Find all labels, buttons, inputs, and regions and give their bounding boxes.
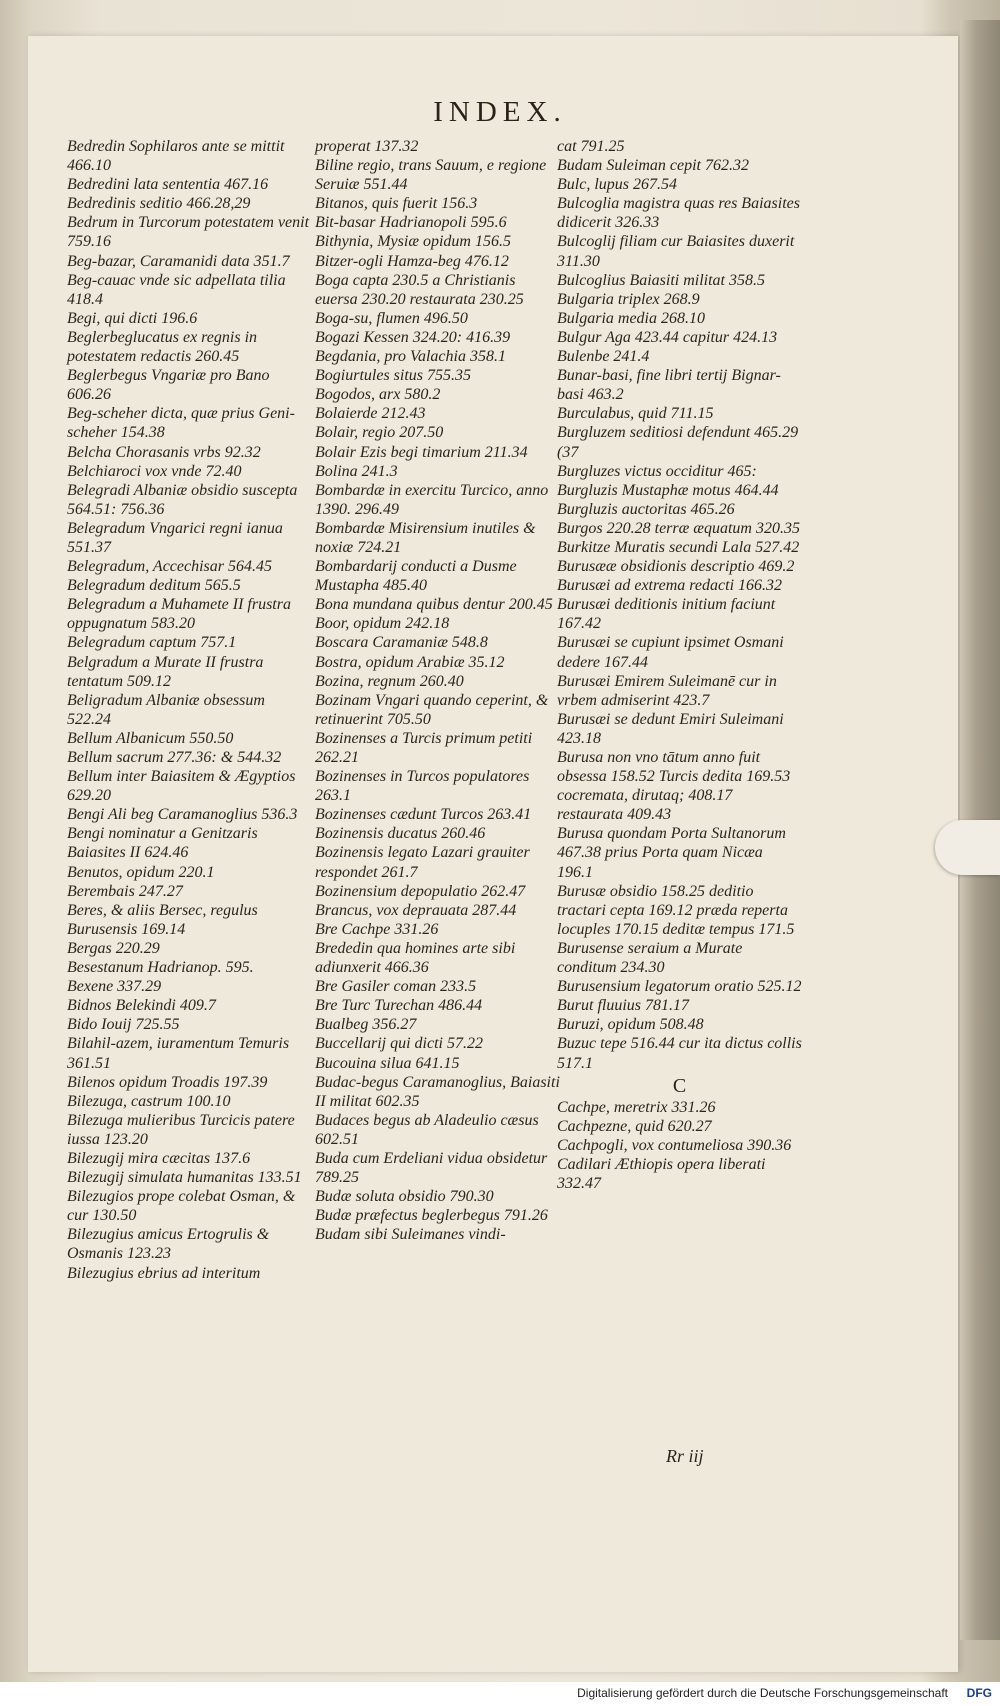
- index-entry: Bergas 220.29: [67, 939, 160, 957]
- index-entry: Bozinensis legato Lazari grauiter respondet 261.7: [315, 844, 530, 881]
- index-entry: Bogodos, arx 580.2: [315, 386, 441, 404]
- index-entry: Bidnos Belekindi 409.7: [67, 997, 216, 1015]
- index-entry: Beg-bazar, Caramanidi data 351.7: [67, 252, 290, 270]
- index-entry: Bitzer-ogli Hamza-beg 476.12: [315, 252, 509, 270]
- index-entry: Bengi nominatur a Genitzaris Baiasites II 624.46: [67, 825, 258, 862]
- index-entry: Burgluzis Mustaphæ motus 464.44: [557, 481, 779, 499]
- index-entry: Belegradi Albaniæ obsidio suscepta 564.51: 756.36: [67, 481, 298, 518]
- index-entry: Bona mundana quibus dentur 200.45: [315, 596, 553, 614]
- index-entry: Bozinam Vngari quando ceperint, & retinuerint 705.50: [315, 691, 549, 728]
- page-title: INDEX.: [433, 96, 567, 128]
- index-entry: Bozinenses in Turcos populatores 263.1: [315, 768, 530, 805]
- index-entry: Bulcoglius Baiasiti militat 358.5: [557, 271, 765, 289]
- index-entry: Bengi Ali beg Caramanoglius 536.3: [67, 806, 298, 824]
- index-entry: Bolair, regio 207.50: [315, 424, 444, 442]
- index-entry: Bombardæ in exercitu Turcico, anno 1390. 296.49: [315, 481, 549, 518]
- index-entry: Burusense seraium a Murate conditum 234.30: [557, 939, 743, 977]
- index-entry: Belegradum captum 757.1: [67, 634, 237, 652]
- index-entry: Buccellarij qui dicti 57.22: [315, 1035, 483, 1053]
- index-entry: Burgos 220.28 terræ æquatum 320.35: [557, 519, 800, 537]
- index-entry: Benutos, opidum 220.1: [67, 863, 215, 881]
- index-entry: Burculabus, quid 711.15: [557, 405, 714, 423]
- index-entry: Besestanum Hadrianop. 595.: [67, 959, 254, 977]
- index-column-1: [67, 137, 312, 1283]
- index-entry: Bozina, regnum 260.40: [315, 672, 464, 690]
- index-entry: Bexene 337.29: [67, 978, 162, 996]
- index-entry: Bilahil-azem, iuramentum Temuris 361.51: [67, 1035, 290, 1072]
- index-entry: Bunar-basi, fine libri tertij Bignar-basi 463.2: [557, 367, 781, 404]
- index-entry: Cachpogli, vox contumeliosa 390.36: [557, 1136, 792, 1154]
- index-entry: Bitanos, quis fuerit 156.3: [315, 195, 478, 213]
- index-entry: Begi, qui dicti 196.6: [67, 309, 198, 327]
- letter-heading: C: [672, 1074, 687, 1097]
- index-entry: Budac-begus Caramanoglius, Baiasiti II militat 602.35: [315, 1073, 560, 1110]
- index-entry: Budam sibi Suleimanes vindi-: [315, 1226, 506, 1244]
- index-entry: Boga-su, flumen 496.50: [315, 309, 468, 327]
- index-entry: Bilezuga mulieribus Turcicis patere iussa 123.20: [67, 1111, 295, 1148]
- index-entry: Belchiaroci vox vnde 72.40: [67, 462, 242, 480]
- signature-mark: Rr iij: [666, 1446, 704, 1466]
- index-entry: Belegradum, Accechisar 564.45: [67, 558, 272, 576]
- index-entry: Burusæi ad extrema redacti 166.32: [557, 577, 783, 595]
- index-entry: Bilezuga, castrum 100.10: [67, 1092, 231, 1110]
- index-entry: Burusææ obsidionis descriptio 469.2: [557, 558, 795, 576]
- index-entry: Burgluzes victus occiditur 465:: [557, 462, 757, 480]
- index-entry: Bilezugij simulata humanitas 133.51: [67, 1169, 302, 1187]
- index-entry: Budam Suleiman cepit 762.32: [557, 157, 749, 175]
- index-entry: Boga capta 230.5 a Christianis euersa 230.20 restaurata 230.25: [315, 271, 524, 308]
- index-entry: Belegradum a Muhamete II frustra oppugnatum 583.20: [67, 596, 291, 633]
- index-entry: Bucouina silua 641.15: [315, 1054, 460, 1072]
- index-entry: Bostra, opidum Arabiæ 35.12: [315, 653, 505, 671]
- index-entry: Bulenbe 241.4: [557, 348, 650, 366]
- index-entry: Burgluzis auctoritas 465.26: [557, 500, 735, 518]
- index-entry: Bilezugius ebrius ad interitum: [67, 1264, 261, 1282]
- index-entry: Belgradum a Murate II frustra tentatum 509.12: [67, 653, 264, 690]
- index-entry: Burusæi se cupiunt ipsimet Osmani dedere 167.44: [557, 634, 784, 671]
- index-entry: Bombardæ Misirensium inutiles & noxiæ 724.21: [315, 519, 536, 556]
- index-entry: Burusa quondam Porta Sultanorum 467.38 prius Porta quam Nicæa 196.1: [557, 825, 786, 881]
- index-entry: Biline regio, trans Sauum, e regione Seruiæ 551.44: [315, 157, 547, 194]
- index-entry: cat 791.25: [557, 138, 625, 155]
- index-entry: Bilezugius amicus Ertogrulis & Osmanis 123.23: [67, 1226, 270, 1263]
- index-entry: Bulgaria triplex 268.9: [557, 290, 700, 308]
- index-entry: Bolair Ezis begi timarium 211.34: [315, 443, 528, 461]
- index-entry: Brancus, vox deprauata 287.44: [315, 901, 517, 919]
- index-entry: Cachpe, meretrix 331.26: [557, 1098, 716, 1116]
- index-entry: Budæ præfectus beglerbegus 791.26: [315, 1207, 548, 1225]
- index-entry: Beligradum Albaniæ obsessum 522.24: [67, 691, 265, 728]
- index-entry: Burgluzem seditiosi defendunt 465.29 (37: [557, 424, 799, 461]
- index-entry: Budaces begus ab Aladeulio cæsus 602.51: [315, 1111, 539, 1148]
- index-entry: Cadilari Æthiopis opera liberati 332.47: [557, 1155, 766, 1193]
- index-entry: Bombardarij conducti a Dusme Mustapha 485.40: [315, 558, 517, 595]
- index-entry: Beres, & aliis Bersec, regulus Burusensis 169.14: [67, 901, 258, 938]
- index-entry: Bido Iouij 725.55: [67, 1016, 180, 1034]
- index-entry: Bithynia, Mysiæ opidum 156.5: [315, 233, 511, 251]
- index-entry: Begdania, pro Valachia 358.1: [315, 348, 506, 366]
- index-entry: Bogiurtules situs 755.35: [315, 367, 472, 385]
- digitization-footer: [0, 1682, 1000, 1706]
- index-entry: Bellum Albanicum 550.50: [67, 729, 234, 747]
- index-entry: Bogazi Kessen 324.20: 416.39: [315, 328, 511, 346]
- index-column-2: [315, 137, 560, 1244]
- index-entry: Bulcoglia magistra quas res Baiasites didicerit 326.33: [557, 195, 800, 232]
- index-entry: Buruzi, opidum 508.48: [557, 1016, 704, 1034]
- index-entry: Burusæi deditionis initium faciunt 167.42: [557, 596, 776, 633]
- index-entry: Bolina 241.3: [315, 462, 398, 480]
- index-entry: Beglerbegus Vngariæ pro Bano 606.26: [67, 367, 270, 404]
- index-entry: Beglerbeglucatus ex regnis in potestatem redactis 260.45: [67, 328, 258, 366]
- index-entry: Bozinenses cædunt Turcos 263.41: [315, 806, 532, 824]
- index-entry: Bellum sacrum 277.36: & 544.32: [67, 749, 282, 766]
- index-entry: Bre Turc Turechan 486.44: [315, 997, 483, 1015]
- index-entry: Bozinensis ducatus 260.46: [315, 825, 486, 843]
- dfg-logo: DFG: [966, 1686, 992, 1700]
- index-entry: Bedredin Sophilaros ante se mittit 466.10: [67, 138, 285, 175]
- index-entry: Buda cum Erdeliani vidua obsidetur 789.25: [315, 1149, 548, 1187]
- index-entry: Burusensium legatorum oratio 525.12: [557, 978, 802, 996]
- index-entry: Bre Cachpe 331.26: [315, 920, 439, 938]
- index-entry: Bulgur Aga 423.44 capitur 424.13: [557, 328, 778, 346]
- footer-credit: Digitalisierung gefördert durch die Deutsche Forschungsgemeinschaft: [577, 1686, 948, 1700]
- index-entry: Brededin qua homines arte sibi adiunxerit 466.36: [315, 939, 516, 977]
- index-entry: Bolaierde 212.43: [315, 405, 426, 423]
- index-entry: Bozinenses a Turcis primum petiti 262.21: [315, 729, 533, 766]
- index-entry: Bedredinis seditio 466.28,29: [67, 195, 251, 213]
- index-entry: properat 137.32: [315, 138, 419, 155]
- index-column-3: [557, 137, 802, 1193]
- bookmark-ribbon: [935, 820, 1000, 875]
- index-entry: Belcha Chorasanis vrbs 92.32: [67, 443, 261, 461]
- index-entry: Bre Gasiler coman 233.5: [315, 978, 477, 996]
- index-entry: Burusæi Emirem Suleimanē cur in vrbem admiserint 423.7: [557, 672, 777, 709]
- index-entry: Burut fluuius 781.17: [557, 997, 690, 1015]
- index-entry: Bozinensium depopulatio 262.47: [315, 882, 526, 900]
- index-entry: Beg-scheher dicta, quæ prius Geni-scheher 154.38: [67, 405, 295, 442]
- index-entry: Bedredini lata sententia 467.16: [67, 176, 269, 194]
- index-entry: Buzuc tepe 516.44 cur ita dictus collis 517.1: [557, 1035, 802, 1072]
- index-entry: Bit-basar Hadrianopoli 595.6: [315, 214, 507, 232]
- index-entry: Bedrum in Turcorum potestatem venit 759.16: [67, 214, 310, 251]
- index-entry: Belegradum deditum 565.5: [67, 577, 241, 595]
- index-entry: Bulc, lupus 267.54: [557, 176, 677, 194]
- index-entry: Budæ soluta obsidio 790.30: [315, 1188, 494, 1206]
- index-entry: Berembais 247.27: [67, 882, 183, 900]
- index-entry: Cachpezne, quid 620.27: [557, 1117, 712, 1135]
- index-entry: Bellum inter Baiasitem & Ægyptios 629.20: [67, 768, 296, 805]
- index-entry: Bulcoglij filiam cur Baiasites duxerit 311.30: [557, 233, 795, 270]
- index-entry: Bilezugij mira cæcitas 137.6: [67, 1149, 251, 1167]
- index-entry: Burusæ obsidio 158.25 deditio tractari cepta 169.12 præda reperta locuples 170.15 deditæ tempus 171.5: [557, 882, 795, 938]
- index-entry: Burusa non vno tātum anno fuit obsessa 158.52 Turcis dedita 169.53 cocremata, dirutaq; 408.17 restaurata 409.43: [557, 749, 791, 824]
- index-entry: Bilezugios prope colebat Osman, & cur 130.50: [67, 1188, 296, 1225]
- index-entry: Burkitze Muratis secundi Lala 527.42: [557, 538, 800, 556]
- index-entry: Beg-cauac vnde sic adpellata tilia 418.4: [67, 271, 286, 308]
- index-entry: Bilenos opidum Troadis 197.39: [67, 1073, 268, 1091]
- index-entry: Bualbeg 356.27: [315, 1016, 417, 1034]
- index-entry: Belegradum Vngarici regni ianua 551.37: [67, 519, 283, 556]
- index-entry: Boor, opidum 242.18: [315, 615, 450, 633]
- index-entry: Bulgaria media 268.10: [557, 309, 705, 327]
- index-entry: Boscara Caramaniæ 548.8: [315, 634, 488, 652]
- index-entry: Burusæi se dedunt Emiri Suleimani 423.18: [557, 710, 784, 747]
